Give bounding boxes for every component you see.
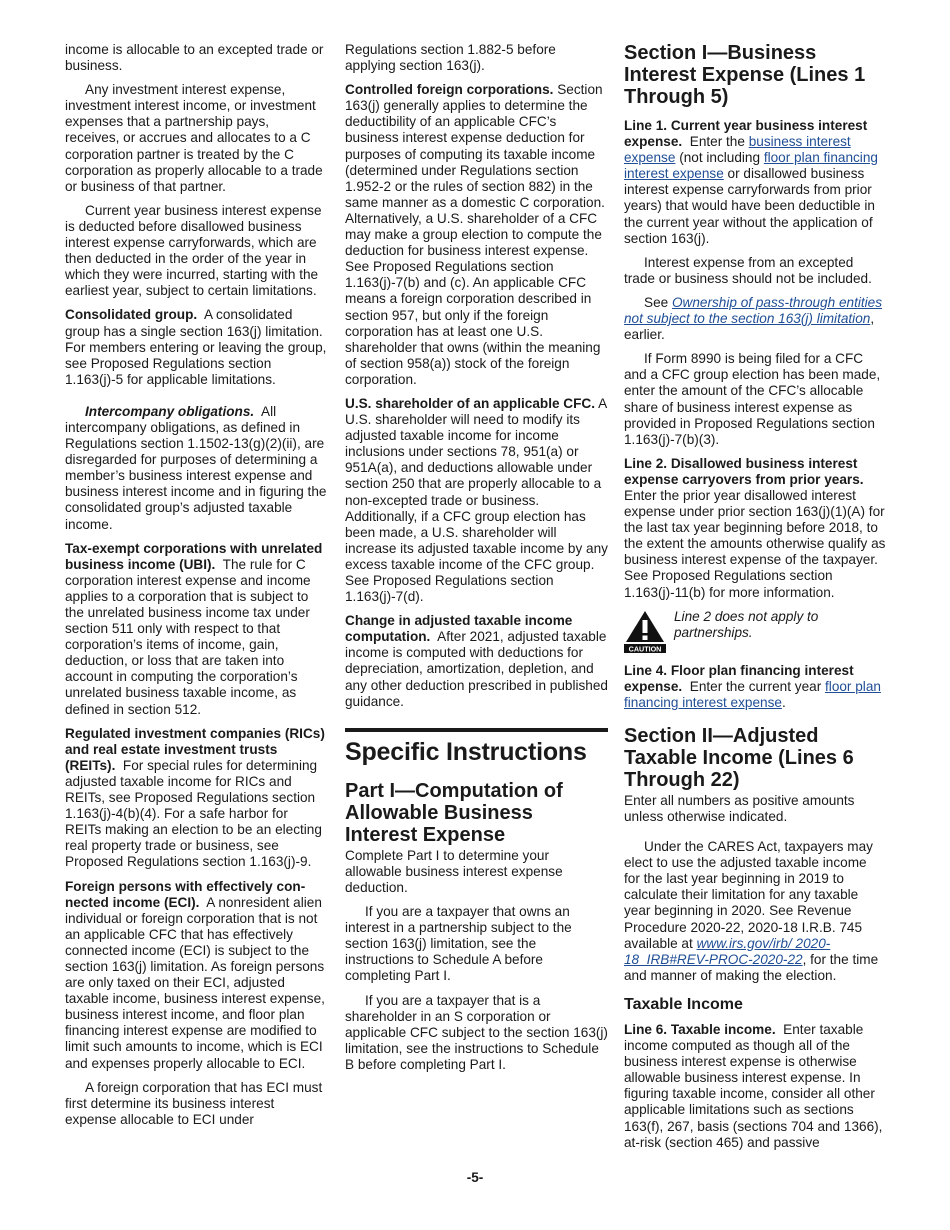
paragraph-text: After 2021, adjusted taxable income is computed with deductions for depreciation, amortization, depletion, and any other deduction prescribed in published guidance. — [345, 629, 608, 709]
run-in-heading: Line 2. Disallowed business interest expense carryovers from prior years. — [624, 455, 864, 487]
paragraph: Enter all numbers as positive amounts unless otherwise indicated. — [624, 792, 855, 824]
paragraph: If you are a taxpayer that is a shareholder in an S corporation or applicable CFC subject to the section 163(j) limitation, see the instructions to Schedule B before completing Part I. — [345, 992, 608, 1072]
paragraph-intercompany — [65, 404, 327, 533]
paragraph-text: , earlier. — [624, 311, 875, 343]
paragraph-see — [624, 295, 886, 343]
paragraph-line-2 — [624, 456, 886, 601]
run-in-heading: Line 6. Taxable income. — [624, 1021, 776, 1037]
paragraph-text: For special rules for determining adjusted taxable income for RICs and REITs, see Proposed Regulations section 1.163(j)-4(b)(4). For a safe harbor for REITs making an election to be an electing real property trade or business, see Proposed Regulations section 1.163(j)-9. — [65, 757, 322, 870]
paragraph-text: Enter the — [689, 134, 745, 150]
section-heading: Section I—Business Interest Expense (Lines 1 Through 5) — [624, 42, 866, 108]
run-in-heading: Foreign persons with effectively connected income (ECI). — [65, 878, 306, 910]
paragraph: Any investment interest expense, investment interest income, or investment expenses that a partnership pays, receives, or accrues and allocates to a C corporation partner is treated by the C corporation as properly allocable to a trade or business of that partner. — [65, 82, 323, 194]
paragraph: Current year business interest expense is deducted before disallowed business interest expense carryforwards, which are then deducted in the order of the year in which they were incurred, starting with the earliest year, subject to certain limitations. — [65, 202, 322, 299]
caution-label: CAUTION — [628, 643, 662, 653]
section-heading-specific-instructions: Specific Instructions — [345, 728, 608, 766]
paragraph: If Form 8990 is being filed for a CFC and a CFC group election has been made, enter the amount of the CFC’s allocable share of business interest expense as provided in Proposed Regulations section 1.163(j)-7(b)(3). — [624, 351, 881, 447]
run-in-heading: Intercompany obligations. — [85, 403, 255, 419]
caution-icon — [624, 609, 666, 653]
paragraph-line-1 — [624, 118, 886, 247]
paragraph-text: Under the CARES Act, taxpayers may elect to use the adjusted taxable income for the last year beginning in 2019 to calculate their limitation for any taxable year beginning in 2020. See Revenue Procedure 2020-22, 2020-18 I.R.B. 745 available at — [624, 839, 873, 951]
paragraph: If you are a taxpayer that owns an interest in a partnership subject to the section 163(j) limitation, see the instructions to Schedule A before completing Part I. — [345, 904, 572, 984]
paragraph-foreign-persons — [65, 879, 327, 1072]
paragraph-us-shareholder — [345, 396, 608, 605]
paragraph-change-ati — [345, 613, 608, 710]
paragraph: income is allocable to an excepted trade or business. — [65, 42, 324, 74]
run-in-heading: U.S. shareholder of an applicable CFC. — [345, 395, 596, 411]
link-business-interest-expense[interactable]: business interest expense — [624, 134, 851, 166]
paragraph-text: , for the time and manner of making the election. — [624, 951, 879, 983]
paragraph-cfc — [345, 82, 608, 388]
link-irs-rev-proc[interactable]: www.irs.gov/irb/ 2020-18_IRB#REV-PROC-2020-22 — [624, 935, 831, 967]
part-heading: Part I—Computation of Allowable Business Interest Expense — [345, 779, 563, 846]
paragraph: Interest expense from an excepted trade or business should not be included. — [624, 254, 872, 286]
paragraph-text: See — [644, 294, 669, 310]
run-in-heading: Consolidated group. — [65, 307, 198, 323]
paragraph: Complete Part I to determine your allowable business interest expense deduction. — [345, 847, 563, 895]
run-in-heading: Tax-exempt corporations with unrelated business income (UBI). — [65, 540, 323, 572]
paragraph-text: Enter the current year — [689, 678, 822, 694]
paragraph-text: A consolidated group has a single section 163(j) limitation. For members entering or leaving the group, see Proposed Regulations section 1.163(j)-5 for applicable limitations. — [65, 307, 327, 387]
page-number: -5- — [466, 1170, 484, 1185]
paragraph: Regulations section 1.882-5 before applying section 163(j). — [345, 42, 556, 74]
column-2 — [345, 42, 608, 1081]
paragraph-text: Enter taxable income computed as though all of the business interest expense is otherwise allowable business interest expense. In figuring taxable income, consider all other applicable limitations such as sections 163(f), 267, basis (sections 704 and 1366), at-risk (section 465) and passive — [624, 1021, 883, 1150]
link-floor-plan-financing[interactable]: floor plan financing interest expense — [624, 150, 878, 182]
link-floor-plan-financing-expense[interactable]: floor plan financing interest expense — [624, 678, 881, 710]
paragraph-text: . — [781, 694, 786, 710]
paragraph-text: A U.S. shareholder will need to modify its adjusted taxable income for income inclusions under sections 78, 951(a) or 951A(a), and deductions allowable under section 250 that are properly allocable to a non-excepted trade or business. Additionally, if a CFC group election has been made, a U.S. shareholder will increase its adjusted taxable income by any excess taxable income of the CFC group. See Proposed Regulations section 1.163(j)-7(d). — [345, 395, 608, 605]
caution-text: Line 2 does not apply to partnerships. — [674, 608, 819, 640]
paragraph-line-6 — [624, 1022, 886, 1151]
paragraph-consolidated-group — [65, 307, 327, 387]
section-heading: Section II—Adjusted Taxable Income (Lines 6 Through 22) — [624, 724, 854, 791]
run-in-heading: Controlled foreign corporations. — [345, 82, 554, 98]
subheading-taxable-income: Taxable Income — [624, 995, 743, 1013]
paragraph: A foreign corporation that has ECI must first determine its business interest expense allocable to ECI under — [65, 1079, 323, 1127]
paragraph-text: A nonresident alien individual or foreign corporation that is not an applicable CFC that has effectively connected income (ECI) is subject to the section 163(j) limitation. As foreign persons are only taxed on their ECI, adjusted taxable income, business interest expense, business interest income, and floor plan financing interest expense are modified to limit such amounts to income, which is ECI and expenses properly allocable to ECI. — [65, 894, 325, 1071]
column-1 — [65, 42, 327, 1136]
paragraph-text: Section 163(j) generally applies to determine the deductibility of an applicable CFC’s business interest expense deduction for purposes of computing its taxable income (determined under Regulations section 1.952-2 or the rules of section 882) in the same manner as a domestic C corporation. Alternatively, a U.S. shareholder of a CFC may make a group election to compute the deduction for business interest expense. See Proposed Regulations section 1.163(j)-7(b) and (c). An applicable CFC means a foreign corporation described in section 957, but only if the foreign corporation has at least one U.S. shareholder that owns (within the meaning of section 958(a)) stock of the foreign corporation. — [345, 82, 605, 387]
run-in-heading: Regulated investment companies (RICs) and real estate investment trusts (REITs). — [65, 725, 325, 773]
paragraph-cares-act — [624, 839, 886, 984]
paragraph-text: The rule for C corporation interest expense and income applies to a corporation that is subject to the unrelated business income tax under section 511 only with respect to that corporation’s items of income, gain, deduction, or loss that are taken into account in computing the corporation’s unrelated business taxable income, as defined in section 512. — [65, 556, 311, 717]
run-in-heading: Line 4. Floor plan financing interest expense. — [624, 662, 854, 694]
paragraph-line-4 — [624, 663, 886, 711]
caution-note — [624, 609, 886, 653]
paragraph-rics-reits — [65, 726, 327, 871]
column-3 — [624, 42, 886, 1159]
run-in-heading: Line 1. Current year business interest expense. — [624, 118, 868, 150]
paragraph-text: or disallowed business interest expense carryforwards from prior years) that would have been deductible in the current year without the application of section 163(j). — [624, 166, 875, 246]
paragraph-text: (not including — [679, 150, 761, 166]
paragraph-text: Enter the prior year disallowed interest expense under prior section 163(j)(1)(A) for the last tax year beginning before 2018, to the extent the amounts otherwise qualify as business interest expense of the taxpayer. See Proposed Regulations section 1.163(j)-11(b) for more information. — [624, 487, 886, 600]
paragraph-tax-exempt — [65, 541, 327, 718]
paragraph-text: All intercompany obligations, as defined in Regulations section 1.1502-13(g)(2)(ii), are disregarded for purposes of determining a member’s business interest expense and business interest income and in figuring the consolidated group’s adjusted taxable income. — [65, 403, 327, 532]
link-ownership-pass-through[interactable]: Ownership of pass-through entities not subject to the section 163(j) limitation — [624, 294, 883, 327]
run-in-heading: Change in adjusted taxable income computation. — [345, 613, 573, 645]
